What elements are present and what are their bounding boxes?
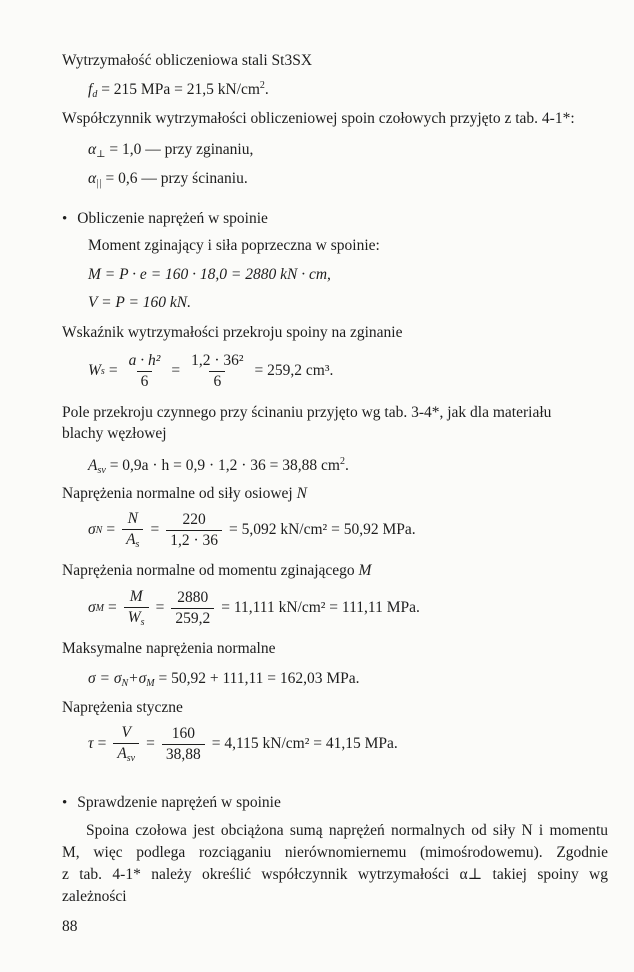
text-moment-shear: Moment zginający i siła poprzeczna w spoinie: (88, 237, 380, 254)
formula-shear-force: V = P = 160 kN. (88, 294, 192, 311)
formula-ws: W s = $\frac{\text{a · h²}}{6}$ = $\frac{\text{1,2 · 36²}}{6}$ = 259,2 cm³. (88, 352, 334, 390)
formula-tau: τ = $\frac{V}{A_{sv}}$ = $\frac{160}{38,88}$ = 4,115 kN/cm² = 41,15 MPa. (88, 724, 398, 764)
formula-sigma-n: σ N = $\frac{N}{A_s}$ = $\frac{220}{1,2 \cdot 36}$ = 5,092 kN/cm² = 50,92 MPa. (88, 510, 416, 550)
formula-alpha-par: $\alpha_{||} = 0,6$ — przy ścinaniu. (88, 170, 248, 189)
formula-sigma-m: σ M = $\frac{M}{W_s}$ = $\frac{2880}{259,2}$ = 11,111 kN/cm² = 111,11 MPa. (88, 588, 420, 628)
text-shear-area-1: Pole przekroju czynnego przy ścinaniu przyjęto wg tab. 3-4*, jak dla materiału (62, 404, 552, 421)
text-normal-stress-m: Naprężenia normalne od momentu zginającego M (62, 562, 372, 579)
text-max-normal-stress: Maksymalne naprężenia normalne (62, 640, 276, 657)
text-normal-stress-n: Naprężenia normalne od siły osiowej N (62, 485, 307, 502)
page-number: 88 (62, 918, 78, 935)
formula-moment: M = P · e = 160 · 18,0 = 2880 kN · cm, (88, 266, 331, 283)
formula-fd: $f_d = 215$ MPa = 21,5 $kN/cm^2$. (88, 80, 269, 100)
bullet-icon: • (62, 795, 68, 811)
text-section-modulus: Wskaźnik wytrzymałości przekroju spoiny na zginanie (62, 324, 403, 341)
formula-sigma-total: $\sigma = \sigma_N+\sigma_M = 50,92 + 111,11 = 162,03$ MPa. (88, 670, 360, 689)
bullet-icon: • (62, 211, 68, 227)
formula-alpha-perp: $\alpha_\perp = 1,0$ — przy zginaniu, (88, 141, 254, 160)
text-weld-coefficient: Współczynnik wytrzymałości obliczeniowej spoin czołowych przyjęto z tab. 4-1*: (62, 110, 575, 127)
formula-asv: $A_{sv} = 0,9a \cdot h = 0,9 \cdot 1,2 \cdot 36 = 38,88$ $cm^2$. (88, 456, 349, 476)
text-shear-stress: Naprężenia styczne (62, 699, 183, 716)
text-steel-strength: Wytrzymałość obliczeniowa stali St3SX (62, 52, 313, 69)
text-shear-area-2: blachy węzłowej (62, 425, 167, 442)
bullet-stress-calc: • Obliczenie naprężeń w spoinie (62, 210, 268, 227)
bullet-stress-check: • Sprawdzenie naprężeń w spoinie (62, 794, 281, 811)
paragraph-weld-check: Spoina czołowa jest obciążona sumą naprężeń normalnych od siły N i momentu M, więc podlega rozciąganiu nierównomiernemu (mimośrodowemu). Zgodnie z tab. 4-1* należy określić współczynnik wytrzymałości α⊥ takiej spoiny wg zależności (62, 822, 608, 905)
